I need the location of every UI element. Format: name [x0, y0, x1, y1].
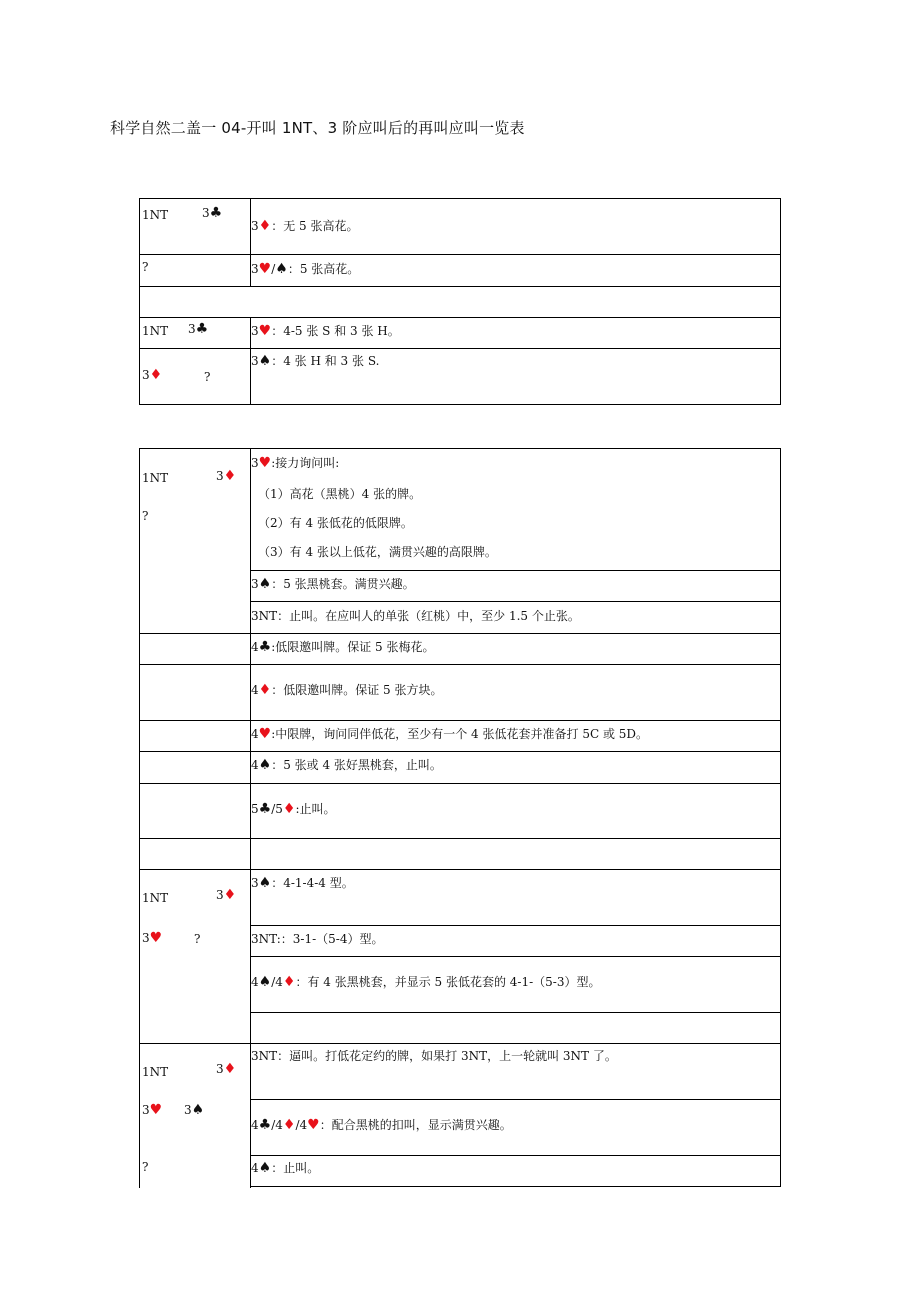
bid-level: 3 — [251, 324, 259, 338]
row-text — [251, 354, 379, 369]
separator: /4 — [295, 1118, 308, 1132]
table-1-left-cell-4 — [139, 348, 251, 405]
separator: /5 — [271, 802, 283, 816]
bid-level: 3 — [251, 577, 259, 591]
bid-1nt: 1NT — [142, 208, 169, 222]
table-1-row-4 — [250, 348, 781, 405]
bid-level: 3 — [251, 219, 259, 233]
table-3-row-3 — [250, 956, 781, 1013]
row-description: ：5 张高花。 — [287, 262, 360, 276]
bid-3-clubs — [188, 322, 208, 337]
table-2-left-cell-1 — [139, 448, 251, 634]
bid-3-diamonds — [142, 368, 162, 383]
row-description: :中限牌，询问同伴低花，至少有一个 4 张低花套并准备打 5C 或 5D。 — [271, 727, 649, 741]
list-item: （1）高花（黑桃）4 张的牌。 — [258, 487, 422, 501]
row-text — [251, 1118, 512, 1133]
row-text — [251, 1161, 319, 1176]
table-2-empty-row — [250, 838, 781, 870]
row-text — [251, 876, 354, 891]
diamond-icon: ♦ — [223, 1061, 237, 1077]
table-2-left-cell-5 — [139, 751, 251, 784]
row-description: ：4-5 张 S 和 3 张 H。 — [271, 324, 400, 338]
bid-level: 4 — [251, 640, 259, 654]
club-icon: ♣ — [258, 1117, 272, 1133]
bid-level: 4 — [251, 1161, 259, 1175]
spade-icon: ♠ — [258, 757, 272, 773]
table-4-row-1 — [250, 1043, 781, 1100]
heart-icon: ♥ — [258, 261, 272, 277]
table-2-left-cell-2 — [139, 633, 251, 665]
table-2-row-2 — [250, 570, 781, 602]
table-4-row-2 — [250, 1099, 781, 1156]
row-text — [251, 456, 339, 471]
heart-icon: ♥ — [258, 726, 272, 742]
bid-3-diamonds — [216, 1062, 236, 1077]
row-description: ：4-1-4-4 型。 — [271, 876, 354, 890]
table-1-row-2 — [250, 254, 781, 287]
separator: /4 — [271, 975, 283, 989]
bid-level: 3 — [251, 354, 259, 368]
row-text — [251, 727, 648, 742]
table-2-left-cell-3 — [139, 664, 251, 721]
bid-level: 3 — [202, 206, 210, 220]
bid-level: 3 — [142, 931, 150, 945]
table-2-left-cell-4 — [139, 720, 251, 752]
row-text — [251, 640, 435, 655]
diamond-icon: ♦ — [223, 468, 237, 484]
table-4-left-cell — [139, 1043, 251, 1188]
bid-level: 3 — [142, 1103, 150, 1117]
club-icon: ♣ — [195, 321, 209, 337]
bid-level: 3 — [184, 1103, 192, 1117]
table-3-row-2 — [250, 925, 781, 957]
bid-1nt: 1NT — [142, 471, 169, 485]
bid-3-clubs — [202, 206, 222, 221]
spade-icon: ♠ — [191, 1102, 205, 1118]
heart-icon: ♥ — [149, 1102, 163, 1118]
heart-icon: ♥ — [307, 1117, 320, 1133]
table-1-row-3 — [250, 317, 781, 349]
bid-3-diamonds — [216, 469, 236, 484]
diamond-icon: ♦ — [223, 887, 237, 903]
diamond-icon: ♦ — [282, 801, 296, 817]
table-2-row-8 — [250, 783, 781, 839]
row-description: :接力询问叫: — [271, 456, 340, 470]
bid-level: 3 — [251, 456, 259, 470]
row-description: :止叫。 — [295, 802, 336, 816]
table-1-left-cell-3 — [139, 317, 251, 349]
club-icon: ♣ — [209, 205, 223, 221]
bid-level: 4 — [251, 975, 259, 989]
row-text: 3NT：止叫。在应叫人的单张（红桃）中，至少 1.5 个止张。 — [251, 609, 580, 623]
bid-level: 3 — [216, 888, 224, 902]
row-description: ：止叫。 — [271, 1161, 320, 1175]
bid-3-hearts — [142, 931, 162, 946]
heart-icon: ♥ — [258, 455, 272, 471]
separator: / — [271, 262, 276, 276]
row-text — [251, 758, 442, 773]
row-description: ：有 4 张黑桃套，并显示 5 张低花套的 4-1-（5-3）型。 — [295, 975, 601, 989]
diamond-icon: ♦ — [149, 367, 163, 383]
bid-level: 3 — [251, 876, 259, 890]
bid-level: 5 — [251, 802, 259, 816]
spade-icon: ♠ — [275, 261, 288, 277]
table-2-left-cell-7 — [139, 838, 251, 870]
bid-level: 3 — [216, 1062, 224, 1076]
table-1-row-1 — [250, 198, 781, 255]
row-description: :低限邀叫牌。保证 5 张梅花。 — [271, 640, 435, 654]
row-text — [251, 975, 601, 990]
table-1-left-cell-1 — [139, 198, 251, 255]
table-2-left-cell-6 — [139, 783, 251, 839]
row-text: 3NT:：3-1-（5-4）型。 — [251, 932, 384, 946]
row-description: ：低限邀叫牌。保证 5 张方块。 — [271, 683, 443, 697]
club-icon: ♣ — [258, 801, 272, 817]
bid-level: 4 — [251, 758, 259, 772]
heart-icon: ♥ — [258, 323, 272, 339]
row-description: ：5 张或 4 张好黑桃套，止叫。 — [271, 758, 442, 772]
diamond-icon: ♦ — [258, 682, 272, 698]
table-2-row-5 — [250, 664, 781, 721]
table-3-row-1 — [250, 869, 781, 926]
table-1-separator-row — [139, 286, 781, 318]
spade-icon: ♠ — [258, 576, 272, 592]
bid-1nt: 1NT — [142, 891, 169, 905]
bid-level: 3 — [142, 368, 150, 382]
row-text — [251, 577, 415, 592]
table-4-row-3 — [250, 1155, 781, 1187]
spade-icon: ♠ — [258, 974, 272, 990]
row-description: ：配合黑桃的扣叫，显示满贯兴趣。 — [319, 1118, 512, 1132]
separator: /4 — [271, 1118, 283, 1132]
bid-level: 3 — [251, 262, 259, 276]
bid-1nt: 1NT — [142, 1065, 169, 1079]
row-description: ：无 5 张高花。 — [271, 219, 359, 233]
diamond-icon: ♦ — [282, 974, 296, 990]
bid-level: 3 — [188, 322, 196, 336]
diamond-icon: ♦ — [258, 218, 272, 234]
spade-icon: ♠ — [258, 1160, 272, 1176]
table-2-row-1 — [250, 448, 781, 571]
bid-3-spades — [184, 1103, 204, 1118]
question-mark: ? — [142, 1160, 149, 1174]
bid-3-diamonds — [216, 888, 236, 903]
bid-1nt: 1NT — [142, 324, 169, 338]
row-description: ：5 张黑桃套。满贯兴趣。 — [271, 577, 415, 591]
question-mark: ? — [194, 932, 201, 946]
row-text — [251, 262, 359, 277]
table-1-left-cell-2 — [139, 254, 251, 287]
row-text: 3NT：逼叫。打低花定约的牌，如果打 3NT，上一轮就叫 3NT 了。 — [251, 1049, 617, 1063]
bid-3-hearts — [142, 1103, 162, 1118]
row-description: ：4 张 H 和 3 张 S. — [271, 354, 380, 368]
club-icon: ♣ — [258, 639, 272, 655]
bid-level: 4 — [251, 683, 259, 697]
bid-level: 3 — [216, 469, 224, 483]
table-2-row-6 — [250, 720, 781, 752]
question-mark: ? — [142, 509, 149, 523]
row-text — [251, 219, 358, 234]
table-2-row-7 — [250, 751, 781, 784]
bid-level: 4 — [251, 1118, 259, 1132]
table-2-row-3 — [250, 601, 781, 634]
page-title: 科学自然二盖一 04-开叫 1NT、3 阶应叫后的再叫应叫一览表 — [110, 119, 525, 137]
table-3-left-cell — [139, 869, 251, 1044]
question-mark: ? — [204, 370, 211, 384]
row-text — [251, 802, 336, 817]
list-item: （2）有 4 张低花的低限牌。 — [258, 516, 413, 530]
bid-level: 4 — [251, 727, 259, 741]
table-2-row-4 — [250, 633, 781, 665]
row-text — [251, 324, 400, 339]
diamond-icon: ♦ — [282, 1117, 296, 1133]
question-mark: ? — [142, 260, 149, 274]
row-text — [251, 683, 442, 698]
table-3-empty-row — [250, 1012, 781, 1044]
spade-icon: ♠ — [258, 875, 272, 891]
list-item: （3）有 4 张以上低花，满贯兴趣的高限牌。 — [258, 545, 497, 559]
heart-icon: ♥ — [149, 930, 163, 946]
spade-icon: ♠ — [258, 353, 272, 369]
